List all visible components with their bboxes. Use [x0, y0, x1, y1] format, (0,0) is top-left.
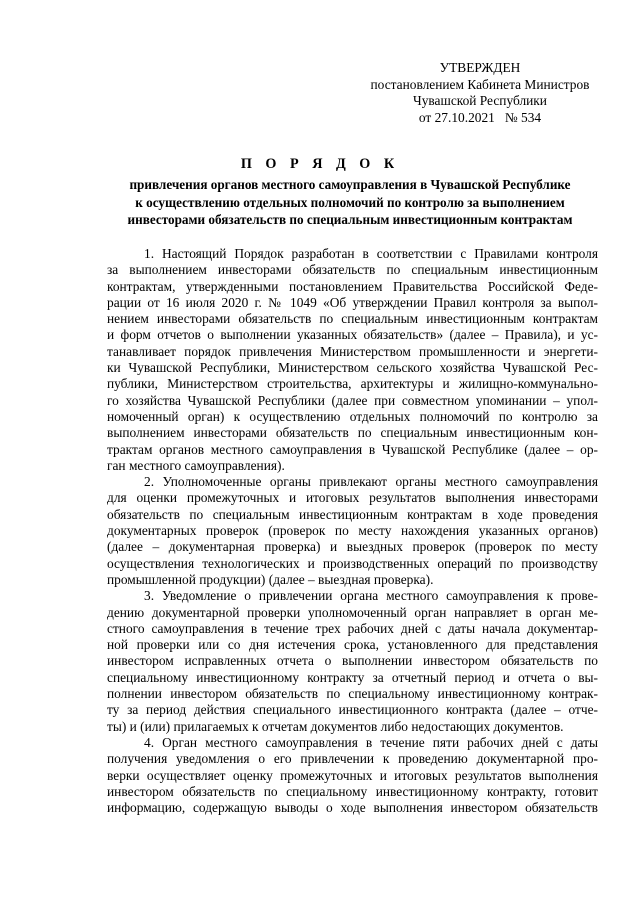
paragraph: [107, 246, 598, 474]
approval-status: УТВЕРЖДЕН: [439, 60, 521, 75]
paragraph-line: верки осуществляет оценку промежуточных и итоговых результатов выполнения: [107, 767, 598, 783]
paragraph-line: инвестором обязательств по специальному инвестиционному контракту, готовит: [107, 783, 598, 799]
subtitle-line: инвесторами обязательств по специальным инвестиционным контрактам: [127, 212, 573, 227]
paragraph-line: го хозяйства Чувашской Республики (далее при совместном упоминании – упол-: [107, 392, 598, 408]
paragraph-line: трактам органов местного самоуправления в Чувашской Республике (далее – ор-: [107, 441, 598, 457]
approval-stamp: [355, 60, 605, 126]
paragraph-line: инвестором исправленных отчета о выполнении инвестором обязательств по: [107, 653, 598, 669]
subtitle-line: привлечения органов местного самоуправления в Чувашской Республике: [129, 177, 571, 192]
paragraph-line: ки Чувашской Республики, Министерством сельского хозяйства Чувашской Рес-: [107, 360, 598, 376]
paragraph-line: промышленной продукции) (далее – выездная проверка).: [107, 571, 434, 587]
paragraph-line: документарных проверок (проверок по месту нахождения указанных органов): [107, 523, 598, 539]
paragraph-line: для оценки промежуточных и итоговых результатов выполнения инвесторами: [107, 490, 598, 506]
paragraph-line: информацию, содержащую выводы о ходе выполнения инвестором обязательств: [107, 800, 598, 816]
paragraph-line: осуществления технологических и производственных операций по производству: [107, 555, 598, 571]
paragraph-line: танавливает порядок привлечения Министерством промышленности и энергети-: [107, 343, 598, 359]
paragraph-line: 4. Орган местного самоуправления в течение пяти рабочих дней с даты: [144, 734, 598, 750]
paragraph-line: обязательств по специальным инвестиционным контрактам в ходе проведения: [107, 506, 598, 522]
paragraph-line: ту за период действия специального инвестиционного контракта (далее – отче-: [107, 702, 598, 718]
paragraph-line: получения уведомления о его привлечении к проведению документарной про-: [107, 751, 598, 767]
paragraph: [107, 588, 598, 735]
paragraph-line: публики, Министерством строительства, архитектуры и жилищно-коммунально-: [107, 376, 598, 392]
paragraph-line: ной проверки или со дня истечения срока, установленного для представления: [107, 637, 598, 653]
document-subtitle: [100, 176, 600, 229]
approval-date-number: от 27.10.2021 № 534: [418, 109, 542, 125]
approval-authority: постановлением Кабинета Министров: [370, 76, 590, 92]
paragraph: [107, 474, 598, 588]
paragraph-line: стного самоуправления в течение трех рабочих дней с даты начала документар-: [107, 620, 598, 636]
paragraph-line: нением инвесторами обязательств по специальным инвестиционным контрактам: [107, 311, 598, 327]
paragraph-line: дению документарной проверки уполномоченный орган направляет в орган ме-: [107, 604, 598, 620]
paragraph-line: номоченный орган) к осуществлению отдельных полномочий по контролю за: [107, 408, 598, 424]
approval-region: Чувашской Республики: [413, 93, 547, 108]
document-title: П О Р Я Д О К: [240, 156, 400, 172]
paragraph-line: (далее – документарная проверка) и выездных проверок (проверок по месту: [107, 539, 598, 555]
paragraph-line: полнении инвестором обязательств по специальному инвестиционному контрак-: [107, 686, 598, 702]
paragraph-line: выполнением инвесторами обязательств по специальным инвестиционным кон-: [107, 425, 598, 441]
paragraph: [107, 735, 598, 816]
paragraph-line: 1. Настоящий Порядок разработан в соответствии с Правилами контроля: [144, 246, 598, 261]
paragraph-line: 3. Уведомление о привлечении органа местного самоуправления к прове-: [144, 588, 598, 604]
paragraph-line: специальному инвестиционному контракту за отчетный период и отчета о вы-: [107, 669, 598, 685]
paragraph-line: ган местного самоуправления).: [107, 457, 285, 473]
paragraph-line: за выполнением инвесторами обязательств по специальным инвестиционным: [107, 262, 598, 278]
paragraph-line: и форм отчетов о выполнении указанных обязательств» (далее – Правила), и ус-: [107, 327, 598, 343]
paragraph-line: рации от 16 июля 2020 г. № 1049 «Об утверждении Правил контроля за выпол-: [107, 294, 598, 310]
paragraph-line: 2. Уполномоченные органы привлекают органы местного самоуправления: [144, 474, 598, 490]
paragraph-line: контрактам, утвержденными постановлением Правительства Российской Феде-: [107, 278, 598, 294]
subtitle-line: к осуществлению отдельных полномочий по контролю за выполнением: [135, 194, 565, 210]
document-body: [107, 246, 598, 816]
paragraph-line: ты) и (или) прилагаемых к отчетам документов либо недостающих документов.: [107, 718, 564, 734]
